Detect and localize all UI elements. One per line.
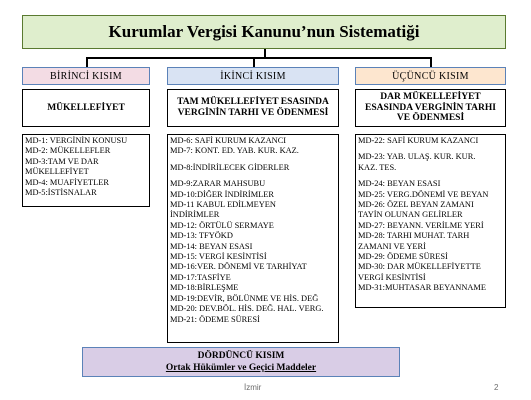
list-item: KAZ. TES.: [358, 162, 397, 172]
list-item: İNDİRİMLER: [170, 210, 220, 220]
list-item: MD-23: YAB. ULAŞ. KUR. KUR.: [358, 152, 476, 162]
page-number: 2: [494, 383, 499, 392]
diagram-title: Kurumlar Vergisi Kanunu’nun Sistematiği: [22, 15, 506, 49]
section-2-subtitle: [167, 89, 339, 127]
list-item: MD-20: DEV.BÖL. HİS. DEĞ. HAL. VERG.: [170, 304, 324, 314]
section-2-subtitle-line: VERGİNİN TARHI VE ÖDENMESİ: [177, 108, 329, 118]
section-4-box: [82, 347, 400, 377]
list-item: MÜKELLEFİYET: [25, 167, 89, 177]
list-item: MD-9:ZARAR MAHSUBU: [170, 179, 266, 189]
connector-right: [430, 57, 432, 67]
section-3-header: ÜÇÜNCÜ KISIM: [355, 67, 506, 85]
list-item: MD-22: SAFİ KURUM KAZANCI: [358, 136, 479, 145]
list-item: MD-28: TARHI MUHAT. TARH: [358, 231, 470, 241]
list-item: MD-3:TAM VE DAR: [25, 156, 99, 166]
list-item: TAYİN OLUNAN GELİRLER: [358, 210, 463, 220]
section-1-header: BİRİNCİ KISIM: [22, 67, 150, 85]
list-item: MD-19:DEVİR, BÖLÜNME VE HİS. DEĞ: [170, 293, 319, 303]
section-1-article-list: [22, 134, 150, 207]
list-item: MD-11 KABUL EDİLMEYEN: [170, 200, 276, 210]
section-1-subtitle: MÜKELLEFİYET: [22, 89, 150, 127]
section-3-subtitle-line: ESASINDA VERGİNİN TARHI: [365, 102, 496, 113]
list-item: MD-4: MUAFİYETLER: [25, 177, 109, 187]
list-item: MD-7: KONT. ED. YAB. KUR. KAZ.: [170, 146, 299, 156]
section-3-article-list: [355, 134, 506, 308]
list-item: MD-24: BEYAN ESASI: [358, 179, 441, 189]
list-item: MD-29: ÖDEME SÜRESİ: [358, 252, 448, 262]
section-2-subtitle-line: TAM MÜKELLEFİYET ESASINDA: [177, 97, 329, 108]
list-item: MD-15: VERGİ KESİNTİSİ: [170, 252, 267, 262]
list-item: MD-13: TFYÖKD: [170, 231, 233, 241]
list-item: MD-21: ÖDEME SÜRESİ: [170, 314, 260, 324]
list-item: MD-14: BEYAN ESASI: [170, 241, 253, 251]
list-item: MD-18:BİRLEŞME: [170, 283, 239, 293]
list-item: MD-27: BEYANN. VERİLME YERİ: [358, 220, 484, 230]
list-item: MD-30: DAR MÜKELLEFİYETTE: [358, 262, 481, 272]
section-2-header: İKİNCİ KISIM: [167, 67, 339, 85]
section-3-subtitle-line: DAR MÜKELLEFİYET: [380, 91, 481, 102]
list-item: MD-26: ÖZEL BEYAN ZAMANI: [358, 200, 474, 210]
list-item: MD-6: SAFİ KURUM KAZANCI: [170, 136, 287, 145]
footer-city: İzmir: [244, 383, 262, 392]
list-item: MD-31:MUHTASAR BEYANNAME: [358, 283, 486, 293]
list-item: ZAMANI VE YERİ: [358, 241, 426, 251]
connector-left: [86, 57, 88, 67]
section-4-subtitle: Ortak Hükümler ve Geçici Maddeler: [165, 363, 317, 373]
list-item: MD-5:İSTİSNALAR: [25, 188, 97, 198]
section-4-header: DÖRDÜNCÜ KISIM: [197, 351, 285, 361]
section-2-article-list: [167, 134, 339, 343]
list-item: MD-16:VER. DÖNEMİ VE TARHİYAT: [170, 262, 307, 272]
list-item: MD-8:İNDİRİLECEK GİDERLER: [170, 162, 290, 172]
connector-bar: [86, 57, 430, 59]
list-item: MD-25: VERG.DÖNEMİ VE BEYAN: [358, 189, 489, 199]
list-item: MD-2: MÜKELLEFLER: [25, 146, 111, 156]
list-item: MD-12: ÖRTÜLÜ SERMAYE: [170, 220, 274, 230]
list-item: MD-10:DİĞER İNDİRİMLER: [170, 189, 274, 199]
connector-middle: [253, 57, 255, 67]
list-item: MD-1: VERGİNİN KONUSU: [25, 136, 128, 145]
section-3-subtitle-line: VE ÖDENMESİ: [396, 113, 465, 124]
list-item: MD-17:TASFİYE: [170, 272, 231, 282]
list-item: VERGİ KESİNTİSİ: [358, 272, 426, 282]
section-3-subtitle: [355, 89, 506, 127]
